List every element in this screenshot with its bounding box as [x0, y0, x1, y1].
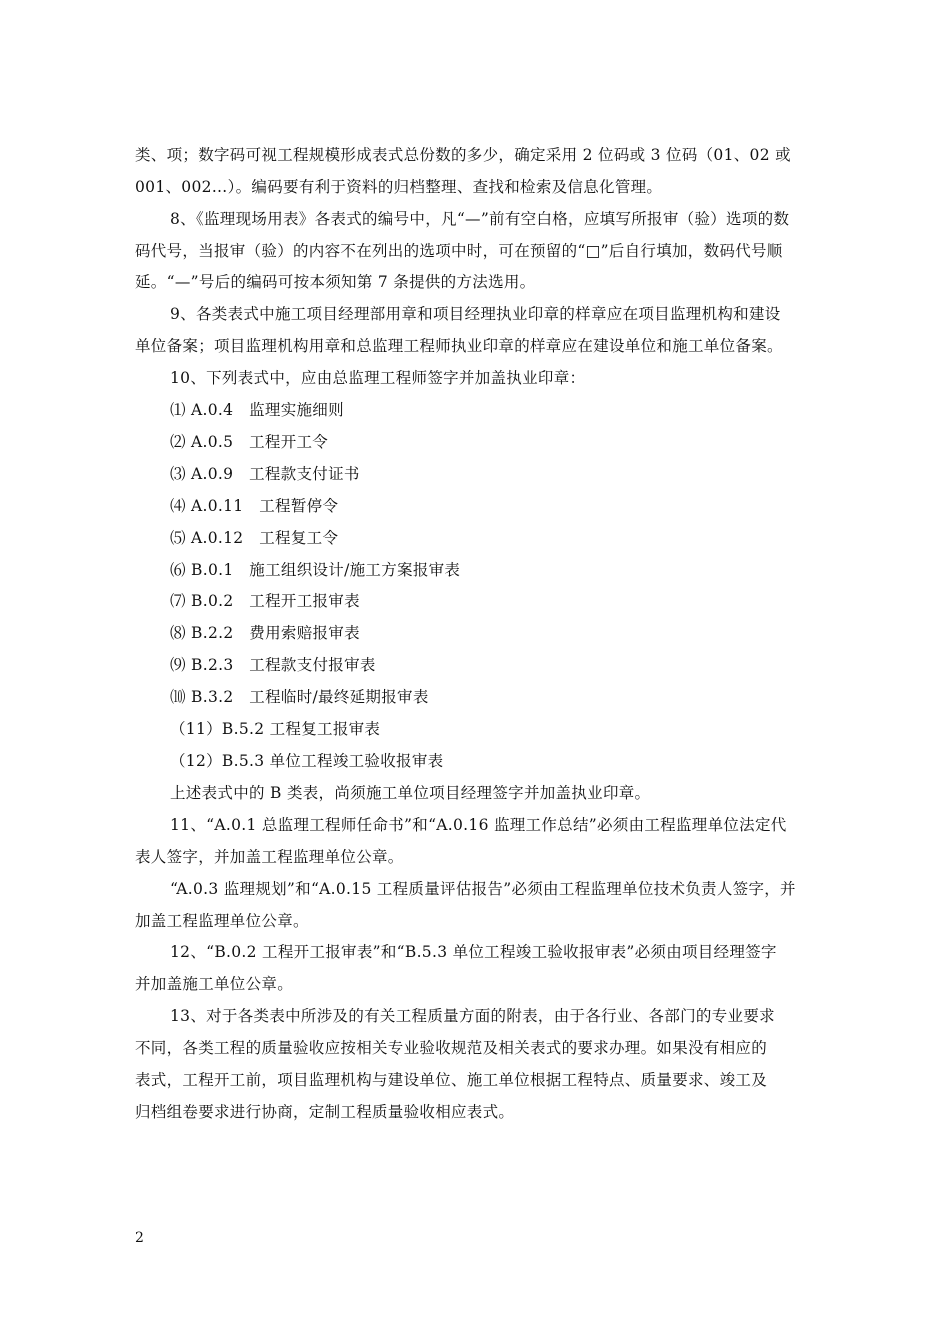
text-line: “A.0.3 监理规划”和“A.0.15 工程质量评估报告”必须由工程监理单位技术负责人签字，并 — [170, 880, 796, 898]
text-line: 延。“—”号后的编码可按本须知第 7 条提供的方法选用。 — [135, 273, 536, 291]
text-line: 加盖工程监理单位公章。 — [135, 912, 309, 930]
text-line: 11、“A.0.1 总监理工程师任命书”和“A.0.16 监理工作总结”必须由工程监理单位法定代 — [170, 816, 787, 834]
text-line: 10、下列表式中，应由总监理工程师签字并加盖执业印章： — [170, 369, 586, 387]
list-item: （11）B.5.2 工程复工报审表 — [170, 720, 381, 738]
text-line: 单位备案；项目监理机构用章和总监理工程师执业印章的样章应在建设单位和施工单位备案。 — [135, 337, 783, 355]
list-item: ⑹ B.0.1 施工组织设计/施工方案报审表 — [170, 561, 461, 579]
text-line: 类、项；数字码可视工程规模形成表式总份数的多少，确定采用 2 位码或 3 位码（01、02 或 — [135, 146, 791, 164]
text-line: 8、《监理现场用表》各表式的编号中，凡“—”前有空白格，应填写所报审（验）选项的数 — [170, 210, 790, 228]
text-line: 001、002…）。编码要有利于资料的归档整理、查找和检索及信息化管理。 — [135, 178, 663, 196]
text-line: 表人签字，并加盖工程监理单位公章。 — [135, 848, 404, 866]
page-number: 2 — [135, 1230, 144, 1246]
list-item: ⑼ B.2.3 工程款支付报审表 — [170, 656, 376, 674]
text-line: 9、各类表式中施工项目经理部用章和项目经理执业印章的样章应在项目监理机构和建设 — [170, 305, 781, 323]
list-item: ⑵ A.0.5 工程开工令 — [170, 433, 329, 451]
list-item: ⑽ B.3.2 工程临时/最终延期报审表 — [170, 688, 429, 706]
list-item: ⑷ A.0.11 工程暂停令 — [170, 497, 339, 515]
text-line: 13、对于各类表中所涉及的有关工程质量方面的附表，由于各行业、各部门的专业要求 — [170, 1007, 775, 1025]
list-item: ⑺ B.0.2 工程开工报审表 — [170, 592, 360, 610]
list-item: ⑴ A.0.4 监理实施细则 — [170, 401, 344, 419]
text-line: 12、“B.0.2 工程开工报审表”和“B.5.3 单位工程竣工验收报审表”必须由项目经理签字 — [170, 943, 777, 961]
list-item: ⑻ B.2.2 费用索赔报审表 — [170, 624, 360, 642]
text-line: 并加盖施工单位公章。 — [135, 975, 294, 993]
text-line: 码代号，当报审（验）的内容不在列出的选项中时，可在预留的“□”后自行填加，数码代号顺 — [135, 242, 783, 260]
list-item: ⑶ A.0.9 工程款支付证书 — [170, 465, 360, 483]
text-line: 表式，工程开工前，项目监理机构与建设单位、施工单位根据工程特点、质量要求、竣工及 — [135, 1071, 768, 1089]
text-line: 不同，各类工程的质量验收应按相关专业验收规范及相关表式的要求办理。如果没有相应的 — [135, 1039, 768, 1057]
list-item: （12）B.5.3 单位工程竣工验收报审表 — [170, 752, 444, 770]
text-line: 上述表式中的 B 类表，尚须施工单位项目经理签字并加盖执业印章。 — [170, 784, 651, 802]
list-item: ⑸ A.0.12 工程复工令 — [170, 529, 339, 547]
text-line: 归档组卷要求进行协商，定制工程质量验收相应表式。 — [135, 1103, 515, 1121]
